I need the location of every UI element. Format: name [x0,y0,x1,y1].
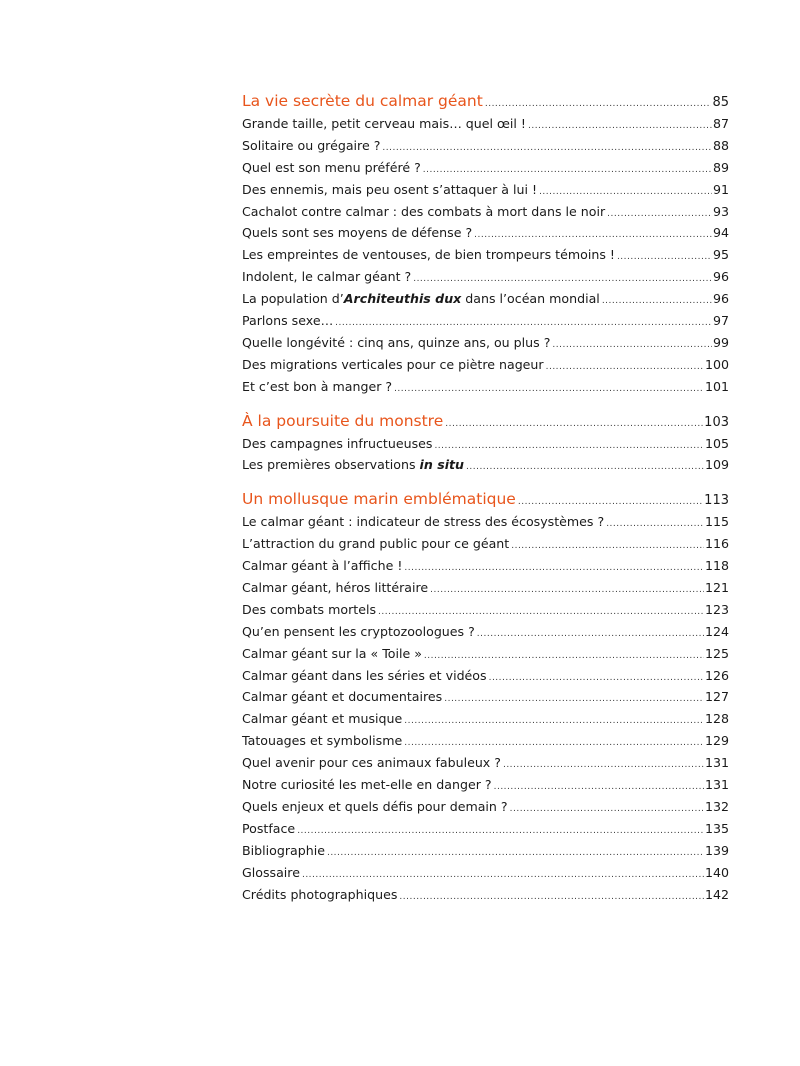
toc-entry-title: Des migrations verticales pour ce piètre nageur [242,356,544,372]
dot-leader [327,849,704,858]
toc-entry-title: Calmar géant, héros littéraire [242,580,429,596]
toc-entry[interactable] [242,536,729,558]
toc-entry-title-part: La population d’ [242,291,344,307]
table-of-contents [242,92,729,908]
section-heading-page: 113 [704,493,729,509]
toc-entry[interactable] [242,777,729,799]
dot-leader [424,652,704,661]
toc-entry-title-part: Les premières observations [242,457,420,473]
dot-leader [518,498,703,507]
toc-entry-page: 101 [704,378,729,394]
dot-leader [528,122,712,131]
toc-entry-page: 135 [704,820,729,836]
toc-entry[interactable] [242,335,729,357]
toc-entry-page: 131 [704,755,729,771]
toc-entry-page: 124 [704,623,729,639]
dot-leader [474,231,712,240]
toc-entry-page: 109 [704,457,729,473]
toc-entry-title: Des campagnes infructueuses [242,435,433,451]
toc-entry-page: 125 [704,645,729,661]
dot-leader [430,586,704,595]
toc-entry-page: 129 [704,733,729,749]
toc-entry-title-part: dans l’océan mondial [461,291,600,307]
toc-entry[interactable] [242,269,729,291]
toc-entry[interactable] [242,558,729,580]
dot-leader [394,385,704,394]
dot-leader [466,463,704,472]
toc-entry-title: Indolent, le calmar géant ? [242,269,412,285]
toc-entry-title: Calmar géant à l’affiche ! [242,558,403,574]
section-heading[interactable] [242,490,729,514]
toc-entry[interactable] [242,865,729,887]
toc-entry[interactable] [242,689,729,711]
toc-entry-title: Tatouages et symbolisme [242,733,403,749]
dot-leader [510,805,704,814]
toc-entry-page: 93 [712,203,729,219]
toc-entry-page: 131 [704,777,729,793]
toc-entry-title: Qu’en pensent les cryptozoologues ? [242,623,475,639]
toc-entry-page: 97 [712,313,729,329]
toc-entry-page: 128 [704,711,729,727]
dot-leader [297,827,704,836]
toc-entry[interactable] [242,624,729,646]
dot-leader [404,717,704,726]
dot-leader [302,871,704,880]
toc-entry-page: 87 [712,116,729,131]
toc-entry[interactable] [242,733,729,755]
toc-entry-page: 95 [712,247,729,263]
toc-entry-title: Quels enjeux et quels défis pour demain ? [242,798,508,814]
toc-entry-page: 94 [712,225,729,241]
dot-leader [399,893,704,902]
toc-entry-page: 121 [704,580,729,596]
toc-entry-page: 118 [704,558,729,574]
toc-entry-title: Quel avenir pour ces animaux fabuleux ? [242,755,501,771]
toc-entry-title: Quels sont ses moyens de défense ? [242,225,473,241]
toc-entry[interactable] [242,580,729,602]
dot-leader [494,783,704,792]
toc-entry[interactable] [242,843,729,865]
toc-entry[interactable] [242,379,729,401]
toc-entry-title: Calmar géant dans les séries et vidéos [242,667,487,683]
toc-entry-page: 132 [704,798,729,814]
dot-leader [606,520,704,529]
toc-entry-title [242,457,464,472]
toc-entry-page: 96 [712,291,729,307]
toc-entry[interactable] [242,514,729,536]
dot-leader [485,100,712,109]
toc-entry-page: 115 [704,514,729,530]
dot-leader [552,341,712,350]
toc-entry-title: Le calmar géant : indicateur de stress des écosystèmes ? [242,514,605,530]
toc-entry-title: Quelle longévité : cinq ans, quinze ans, ou plus ? [242,334,551,350]
toc-entry-title: Des ennemis, mais peu osent s’attaquer à lui ! [242,181,538,197]
toc-entry-title [242,291,600,306]
toc-entry[interactable] [242,225,729,247]
dot-leader [617,253,712,262]
dot-leader [489,674,704,683]
toc-entry[interactable] [242,602,729,624]
toc-section-vie-secrete [242,92,729,401]
toc-entry-title: Quel est son menu préféré ? [242,159,421,175]
species-name-italic: Architeuthis dux [343,291,462,307]
section-heading[interactable] [242,412,729,436]
toc-entry-title: Et c’est bon à manger ? [242,378,393,394]
toc-entry-page: 88 [712,137,729,153]
toc-entry-page: 89 [712,159,729,175]
dot-leader [335,319,712,328]
toc-entry-title: L’attraction du grand public pour ce géant [242,536,510,552]
toc-entry[interactable] [242,755,729,777]
dot-leader [546,363,704,372]
section-heading-title: À la poursuite du monstre [242,411,444,430]
section-heading[interactable] [242,92,729,116]
toc-entry-page: 100 [704,356,729,372]
toc-entry-page: 99 [712,334,729,350]
toc-entry-page: 126 [704,667,729,683]
toc-entry-title: Crédits photographiques [242,886,398,902]
toc-entry[interactable] [242,436,729,458]
toc-entry-title: Notre curiosité les met-elle en danger ? [242,777,492,793]
toc-entry-title: Des combats mortels [242,601,377,617]
dot-leader [413,275,712,284]
dot-leader [404,564,704,573]
dot-leader [477,630,704,639]
toc-section-poursuite [242,412,729,480]
toc-entry-title: Les empreintes de ventouses, de bien trompeurs témoins ! [242,247,615,263]
toc-entry-title: Parlons sexe… [242,313,334,329]
toc-entry-title: Solitaire ou grégaire ? [242,137,381,153]
dot-leader [434,442,704,451]
section-heading-title: La vie secrète du calmar géant [242,92,483,110]
toc-entry[interactable] [242,646,729,668]
toc-entry-page: 91 [712,181,729,197]
toc-entry-page: 116 [704,536,729,552]
toc-entry-page: 142 [704,886,729,902]
toc-entry-title: Grande taille, petit cerveau mais… quel œil ! [242,116,526,131]
toc-entry-title: Calmar géant sur la « Toile » [242,645,422,661]
toc-entry[interactable] [242,116,729,138]
dot-leader [607,210,712,219]
dot-leader [378,608,704,617]
dot-leader [444,695,704,704]
toc-entry[interactable] [242,711,729,733]
section-heading-page: 85 [712,95,729,110]
dot-leader [404,739,704,748]
toc-entry-title: Glossaire [242,864,300,880]
toc-entry[interactable] [242,182,729,204]
dot-leader [382,144,712,153]
toc-entry[interactable] [242,821,729,843]
toc-entry-page: 140 [704,864,729,880]
toc-entry-title: Bibliographie [242,842,325,858]
toc-entry[interactable] [242,668,729,690]
toc-entry-title: Cachalot contre calmar : des combats à mort dans le noir [242,203,606,219]
toc-entry[interactable] [242,799,729,821]
toc-entry-page: 96 [712,269,729,285]
dot-leader [539,188,712,197]
dot-leader [503,761,704,770]
toc-entry[interactable] [242,138,729,160]
toc-section-mollusque [242,490,729,908]
toc-entry-title: Postface [242,820,296,836]
dot-leader [602,297,712,306]
toc-entry[interactable] [242,247,729,269]
toc-entry-page: 123 [704,601,729,617]
toc-entry[interactable] [242,313,729,335]
toc-entry-title: Calmar géant et documentaires [242,689,443,705]
toc-entry[interactable] [242,204,729,226]
toc-entry[interactable] [242,887,729,909]
toc-entry[interactable] [242,457,729,479]
toc-entry-page: 139 [704,842,729,858]
toc-entry-page: 127 [704,689,729,705]
toc-entry[interactable] [242,291,729,313]
toc-entry-title: Calmar géant et musique [242,711,403,727]
toc-entry[interactable] [242,357,729,379]
dot-leader [511,542,704,551]
dot-leader [445,420,703,429]
dot-leader [423,166,712,175]
section-heading-page: 103 [704,414,729,430]
toc-entry[interactable] [242,160,729,182]
section-heading-title: Un mollusque marin emblématique [242,490,516,509]
toc-entry-page: 105 [704,435,729,451]
latin-term-italic: in situ [419,457,464,473]
